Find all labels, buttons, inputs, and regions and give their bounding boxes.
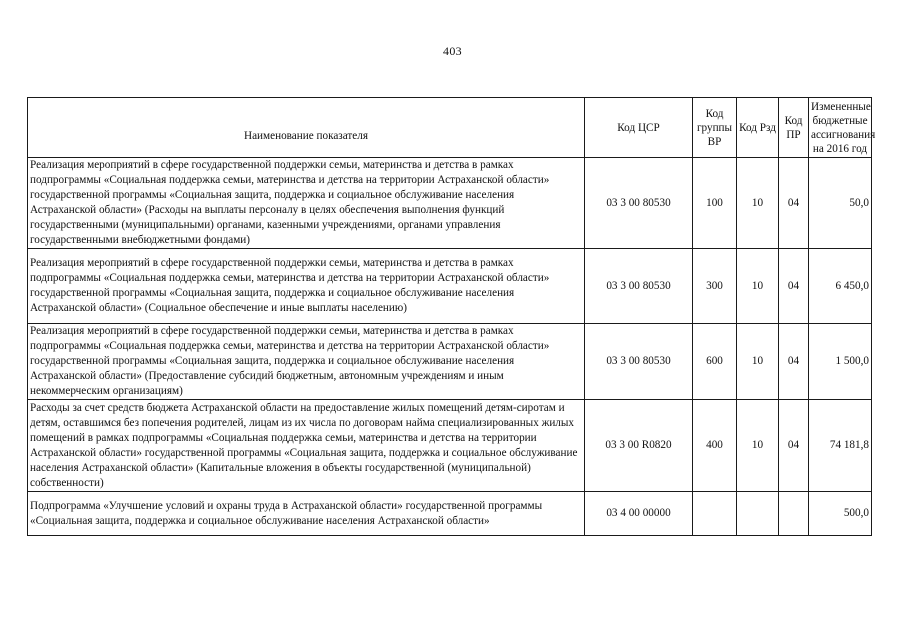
cell-amount: 50,0 — [809, 158, 872, 249]
cell-csr: 03 3 00 80530 — [585, 249, 693, 324]
table-row — [28, 158, 872, 249]
table-row — [28, 400, 872, 492]
table-header-row — [28, 98, 872, 158]
header-name: Наименование показателя — [28, 98, 585, 158]
cell-amount: 74 181,8 — [809, 400, 872, 492]
cell-pr — [779, 492, 809, 536]
cell-vr: 300 — [693, 249, 737, 324]
cell-amount: 1 500,0 — [809, 324, 872, 400]
cell-rzd: 10 — [737, 324, 779, 400]
cell-vr: 400 — [693, 400, 737, 492]
cell-name: Расходы за счет средств бюджета Астраханской области на предоставление жилых помещений детям-сиротам и детям, оставшимся без попечения родителей, лицам из их числа по договорам найма специализированных жилых помещений в рамках подпрограммы «Социальная поддержка семьи, материнства и детства на территории Астраханской области» государственной программы «Социальная защита, поддержка и социальное обслуживание населения Астраханской области» (Капитальные вложения в объекты государственной (муниципальной) собственности) — [28, 400, 585, 492]
cell-name: Реализация мероприятий в сфере государственной поддержки семьи, материнства и детства в рамках подпрограммы «Социальная поддержка семьи, материнства и детства на территории Астраханской области» государственной программы «Социальная защита, поддержка и социальное обслуживание населения Астраханской области» (Предоставление субсидий бюджетным, автономным учреждениям и иным некоммерческим организациям) — [28, 324, 585, 400]
header-vr: Код группы ВР — [693, 98, 737, 158]
cell-csr: 03 3 00 80530 — [585, 324, 693, 400]
table-row — [28, 249, 872, 324]
cell-csr: 03 3 00 80530 — [585, 158, 693, 249]
cell-csr: 03 3 00 R0820 — [585, 400, 693, 492]
cell-name: Подпрограмма «Улучшение условий и охраны труда в Астраханской области» государственной программы «Социальная защита, поддержка и социальное обслуживание населения Астраханской области» — [28, 492, 585, 536]
cell-csr: 03 4 00 00000 — [585, 492, 693, 536]
cell-vr: 600 — [693, 324, 737, 400]
cell-amount: 500,0 — [809, 492, 872, 536]
cell-vr — [693, 492, 737, 536]
cell-amount: 6 450,0 — [809, 249, 872, 324]
cell-pr: 04 — [779, 158, 809, 249]
cell-name: Реализация мероприятий в сфере государственной поддержки семьи, материнства и детства в рамках подпрограммы «Социальная поддержка семьи, материнства и детства на территории Астраханской области» государственной программы «Социальная защита, поддержка и социальное обслуживание населения Астраханской области» (Расходы на выплаты персоналу в целях обеспечения выполнения функций государственными (муниципальными) органами, казенными учреждениями, органами управления государственными внебюджетными фондами) — [28, 158, 585, 249]
table-row — [28, 324, 872, 400]
budget-table — [27, 97, 876, 536]
cell-name: Реализация мероприятий в сфере государственной поддержки семьи, материнства и детства в рамках подпрограммы «Социальная поддержка семьи, материнства и детства на территории Астраханской области» государственной программы «Социальная защита, поддержка и социальное обслуживание населения Астраханской области» (Социальное обеспечение и иные выплаты населению) — [28, 249, 585, 324]
header-csr: Код ЦСР — [585, 98, 693, 158]
cell-pr: 04 — [779, 400, 809, 492]
cell-rzd: 10 — [737, 158, 779, 249]
cell-rzd: 10 — [737, 249, 779, 324]
cell-rzd: 10 — [737, 400, 779, 492]
header-amount: Измененные бюджетные ассигнования на 2016 год — [809, 98, 872, 158]
cell-vr: 100 — [693, 158, 737, 249]
page-number: 403 — [443, 44, 462, 58]
cell-pr: 04 — [779, 249, 809, 324]
table-row — [28, 492, 872, 536]
cell-rzd — [737, 492, 779, 536]
header-pr: Код ПР — [779, 98, 809, 158]
cell-pr: 04 — [779, 324, 809, 400]
header-rzd: Код Рзд — [737, 98, 779, 158]
